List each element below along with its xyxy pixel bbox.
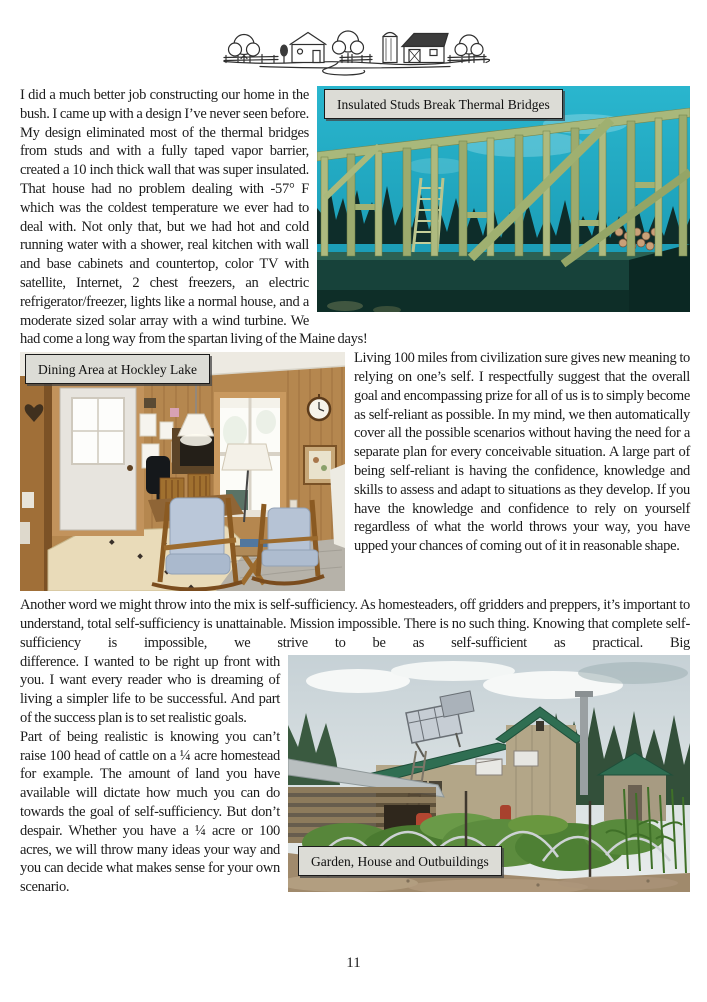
caption-dining: Dining Area at Hockley Lake (25, 354, 210, 384)
farm-scene-icon (220, 22, 490, 78)
farm-header-illustration (220, 22, 490, 78)
caption-garden: Garden, House and Outbuildings (298, 846, 502, 876)
caption-framing: Insulated Studs Break Thermal Bridges (324, 89, 563, 119)
paragraph-1-text: I did a much better job constructing our home in the bush. I came up with a design I’ve never seen before. My design eliminated most of the thermal bridges from studs and with a fully taped vapor barrier, created a 10 inch thick wall that was super insulated. That house had no problem dealing with -57° F which was the coldest temperature we ever had to deal with. Not only that, but we had hot and cold running water with a shower, real kitchen with wall and base cabinets and countertop, color TV with satellite, Internet, 2 chest freezers, an electric refrigerator/freezer, lights like a normal house, and a moderate sized solar array with a wind turbine. We had come a long way from the spartan living of the Maine days! (20, 87, 368, 348)
section-self-reliance (20, 349, 690, 596)
paragraph-4-text: Part of being realistic is knowing you can’t raise 100 head of cattle on a ¼ acre homestead for example. The amount of land you have available will dictate how much you can do towards the goal of self-sufficiency. But don’t despair. Whether you have a ¼ acre or 100 acres, we will throw many ideas your way and you can decide what makes sense for your own scenario. (20, 728, 280, 896)
framing-photo-art (317, 86, 690, 312)
body-paragraph-3-lead (20, 596, 690, 652)
page-content (20, 0, 690, 898)
garden-photo (288, 655, 690, 892)
paragraph-3-lead-text: Another word we might throw into the mix is self-sufficiency. As homesteaders, off gridders and preppers, it’s important to understand, total self-sufficiency is unattainable. Mission impossible. There is no such thing. Knowing that complete self-sufficiency is impossible, we strive to be as self-sufficient as practical. Big (20, 597, 690, 651)
paragraph-2-text: Living 100 miles from civilization sure gives new meaning to relying on one’s self. I respectfully suggest that the overall goal and encompassing prize for all of us is to simply become as self-reliant as possible. In my mind, we then automatically cover all the possible scenarios without having the need for a separate plan for every conceivable situation. A large part of being self-reliant is having the confidence, knowledge and skills to assess and adapt to situations as they develop. If you have the knowledge and confidence to rely on yourself regardless of what the world throws your way, you have upped your chances of coming out of it in reasonable shape. (354, 350, 690, 555)
dining-photo (20, 352, 345, 591)
paragraph-3-continued-text: difference. I wanted to be right up front with you. I want every reader who is dreaming of living a simpler life to be successful. And part of the success plan is to set realistic goals. (20, 653, 280, 726)
body-paragraph-1 (20, 86, 690, 349)
dining-photo-art (20, 352, 345, 591)
page-number: 11 (346, 955, 361, 971)
framing-photo (317, 86, 690, 312)
section-realistic-goals (20, 653, 690, 898)
